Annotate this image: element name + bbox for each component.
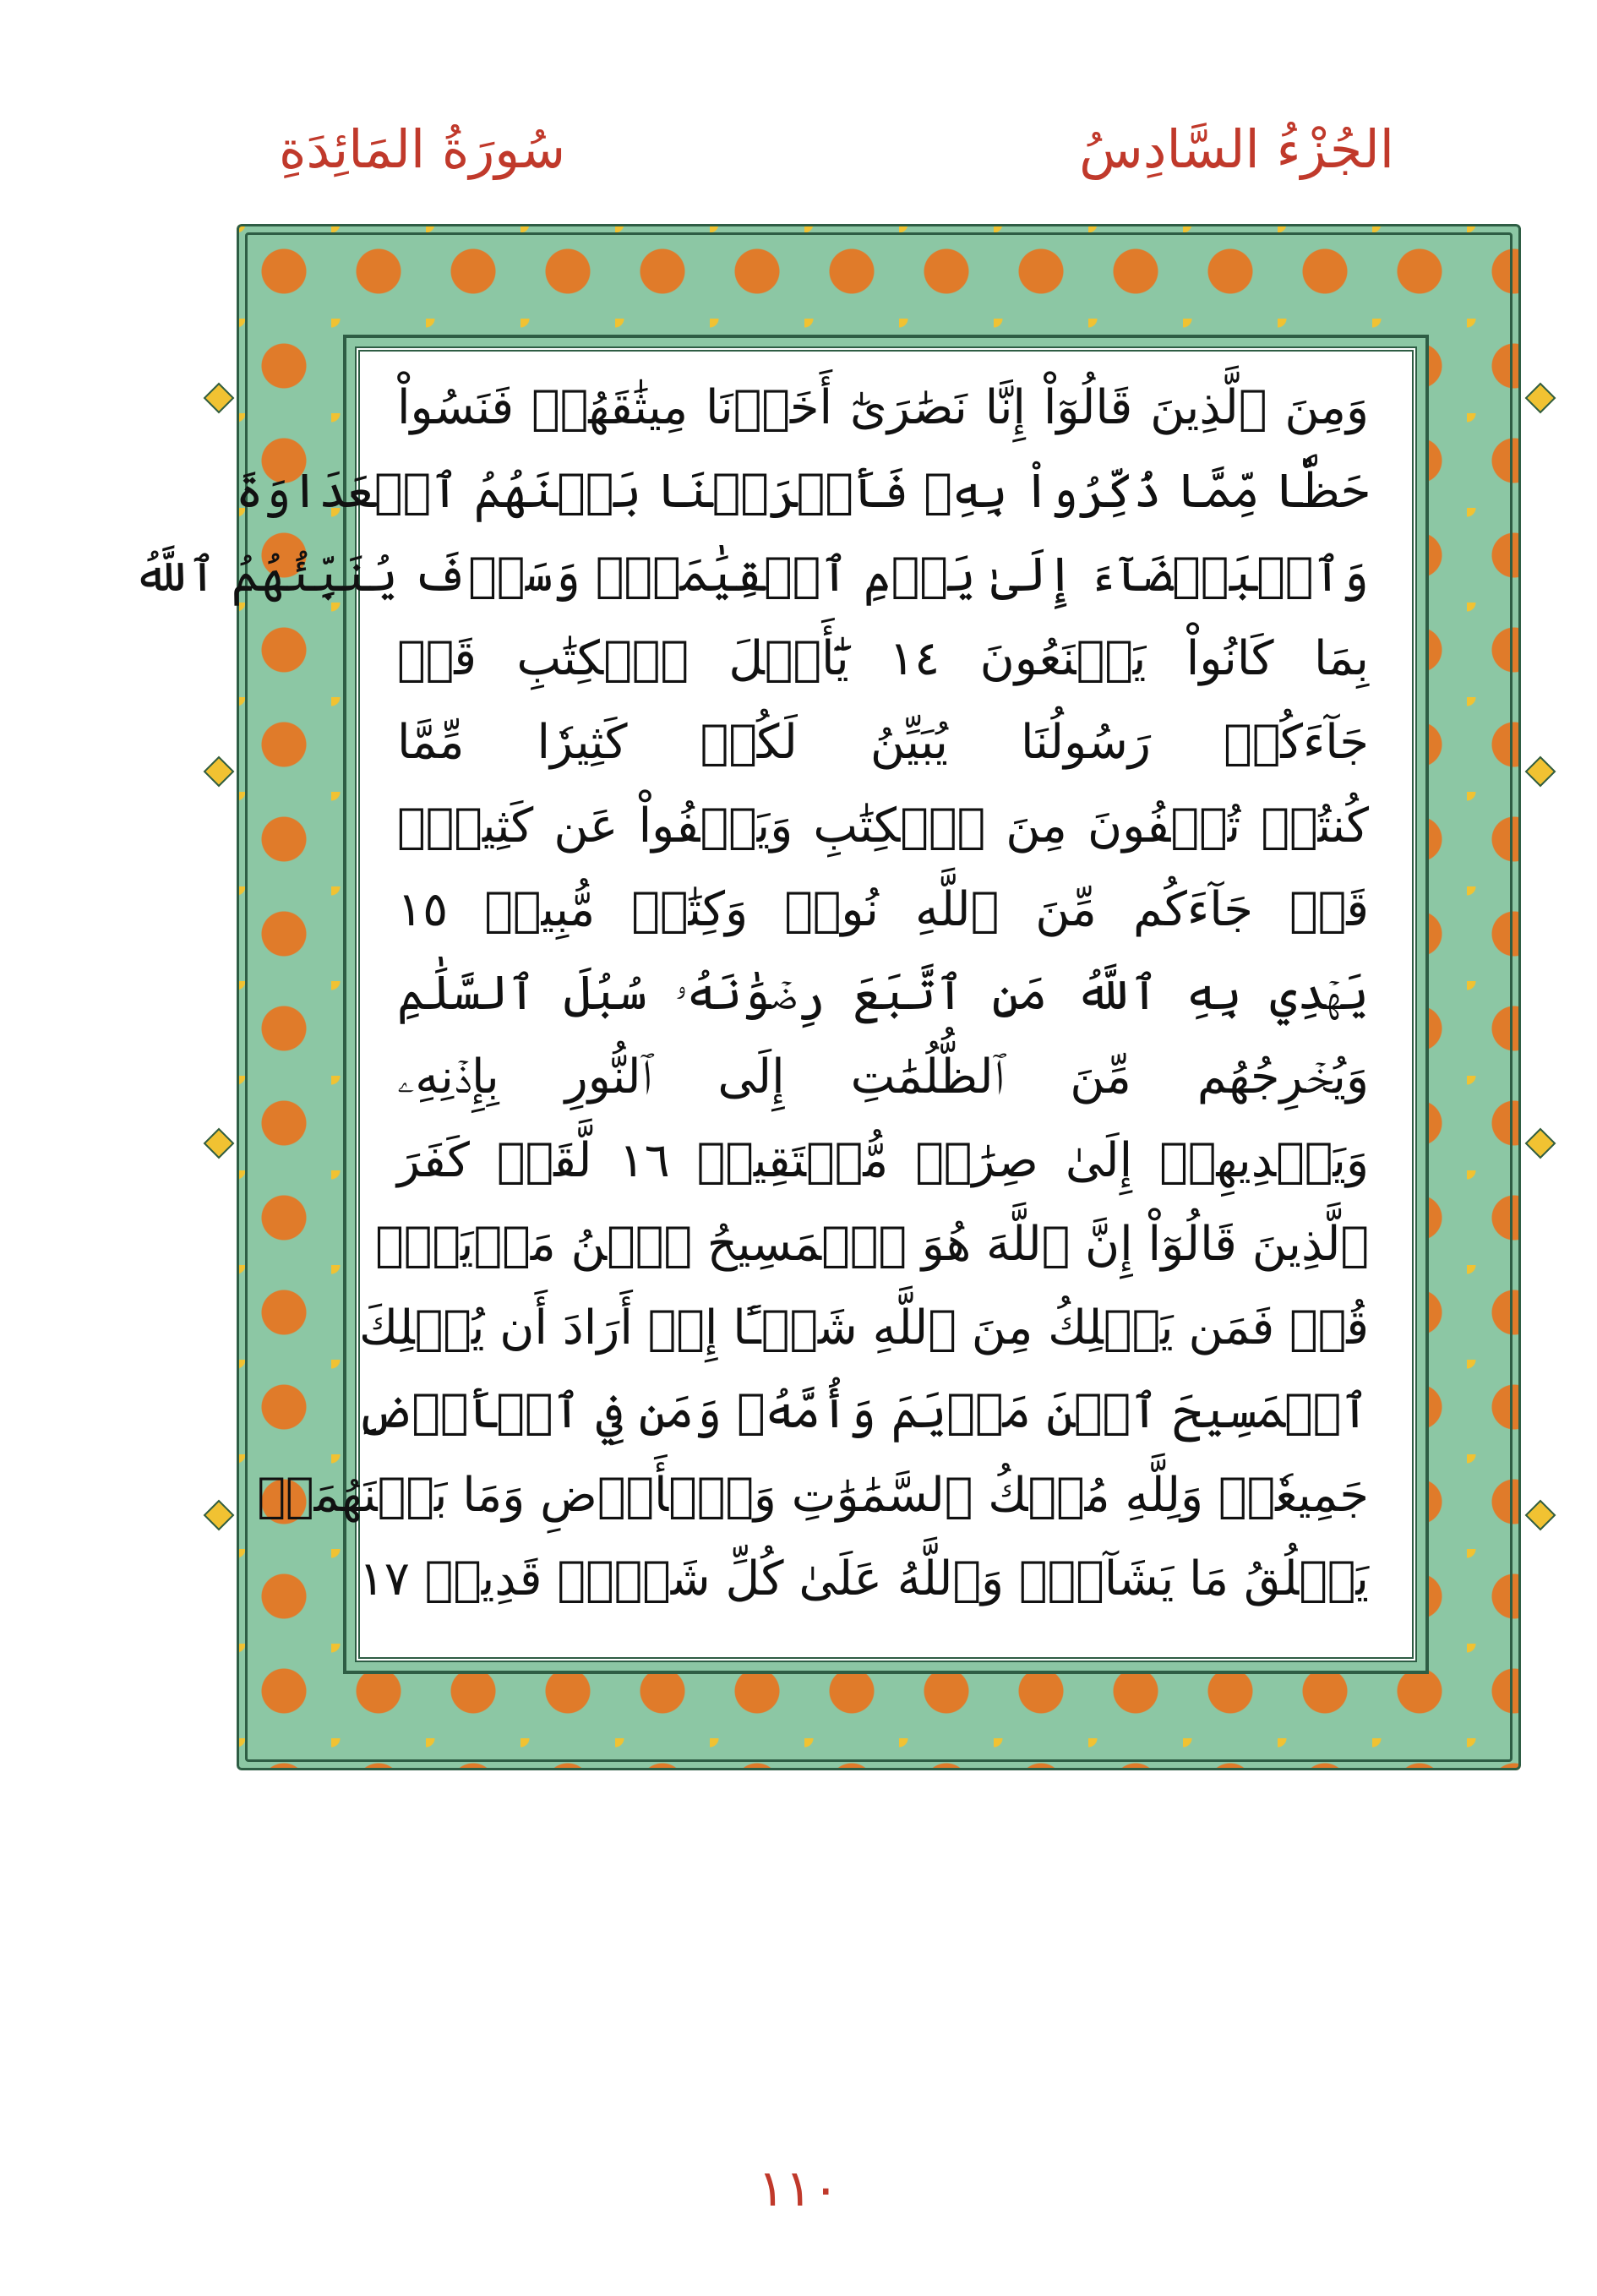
- left-marker-icon: [204, 383, 235, 414]
- right-marker-icon: [1525, 756, 1556, 788]
- text-line: قُلۡ فَمَن يَمۡلِكُ مِنَ ٱللَّهِ شَيۡـًٔا إِنۡ أَرَادَ أَن يُهۡلِكَ: [358, 1301, 1369, 1355]
- text-line: وَمِنَ ٱلَّذِينَ قَالُوٓاْ إِنَّا نَصَٰرَىٰٓ أَخَذۡنَا مِيثَٰقَهُمۡ فَنَسُواْ: [397, 380, 1369, 435]
- text-line: وَٱلۡبَغۡضَآءَ إِلَىٰ يَوۡمِ ٱلۡقِيَٰمَةِۚ وَسَوۡفَ يُنَبِّئُهُمُ ٱللَّهُ: [133, 548, 1369, 603]
- left-marker-icon: [204, 1128, 235, 1159]
- surah-title: سُورَةُ المَائِدَةِ: [279, 118, 566, 180]
- text-line: جَمِيعٗاۗ وَلِلَّهِ مُلۡكُ ٱلسَّمَٰوَٰتِ وَٱلۡأَرۡضِ وَمَا بَيۡنَهُمَاۚ: [257, 1468, 1369, 1523]
- right-marker-icon: [1525, 1128, 1556, 1159]
- text-line: حَظّٗا مِّمَّا ذُكِّرُواْ بِهِۦ فَأَغۡرَيۡنَا بَيۡنَهُمُ ٱلۡعَدَاوَةَ: [235, 464, 1369, 519]
- text-line: ٱلَّذِينَ قَالُوٓاْ إِنَّ ٱللَّهَ هُوَ ٱلۡمَسِيحُ ٱبۡنُ مَرۡيَمَۚ: [375, 1217, 1369, 1272]
- text-line: وَيُخۡرِجُهُم مِّنَ ٱلظُّلُمَٰتِ إِلَى ٱلنُّورِ بِإِذۡنِهِۦ: [397, 1050, 1369, 1104]
- text-line: قَدۡ جَآءَكُم مِّنَ ٱللَّهِ نُورٞ وَكِتَٰبٞ مُّبِينٞ ١٥: [397, 882, 1369, 937]
- text-line: كُنتُمۡ تُخۡفُونَ مِنَ ٱلۡكِتَٰبِ وَيَعۡفُواْ عَن كَثِيرٖۚ: [397, 799, 1369, 854]
- quran-text: [133, 372, 1370, 1622]
- right-marker-icon: [1525, 1500, 1556, 1531]
- text-line: بِمَا كَانُواْ يَصۡنَعُونَ ١٤ يَٰٓأَهۡلَ ٱلۡكِتَٰبِ قَدۡ: [397, 631, 1369, 686]
- juz-title: الجُزْءُ السَّادِسُ: [1079, 118, 1394, 180]
- left-marker-icon: [204, 1500, 235, 1531]
- text-line: يَخۡلُقُ مَا يَشَآءُۚ وَٱللَّهُ عَلَىٰ كُلِّ شَيۡءٖ قَدِيرٞ ١٧: [358, 1552, 1369, 1606]
- left-marker-icon: [204, 756, 235, 788]
- text-line: وَيَهۡدِيهِمۡ إِلَىٰ صِرَٰطٖ مُّسۡتَقِيمٖ ١٦ لَّقَدۡ كَفَرَ: [397, 1133, 1370, 1188]
- right-marker-icon: [1525, 383, 1556, 414]
- text-line: يَهۡدِي بِهِ ٱللَّهُ مَنِ ٱتَّبَعَ رِضۡوَٰنَهُۥ سُبُلَ ٱلسَّلَٰمِ: [397, 966, 1369, 1021]
- text-line: ٱلۡمَسِيحَ ٱبۡنَ مَرۡيَمَ وَأُمَّهُۥ وَمَن فِي ٱلۡأَرۡضِ: [356, 1384, 1369, 1439]
- text-line: جَآءَكُمۡ رَسُولُنَا يُبَيِّنُ لَكُمۡ كَثِيرٗا مِّمَّا: [397, 715, 1369, 770]
- page-number: ١١٠: [757, 2159, 840, 2218]
